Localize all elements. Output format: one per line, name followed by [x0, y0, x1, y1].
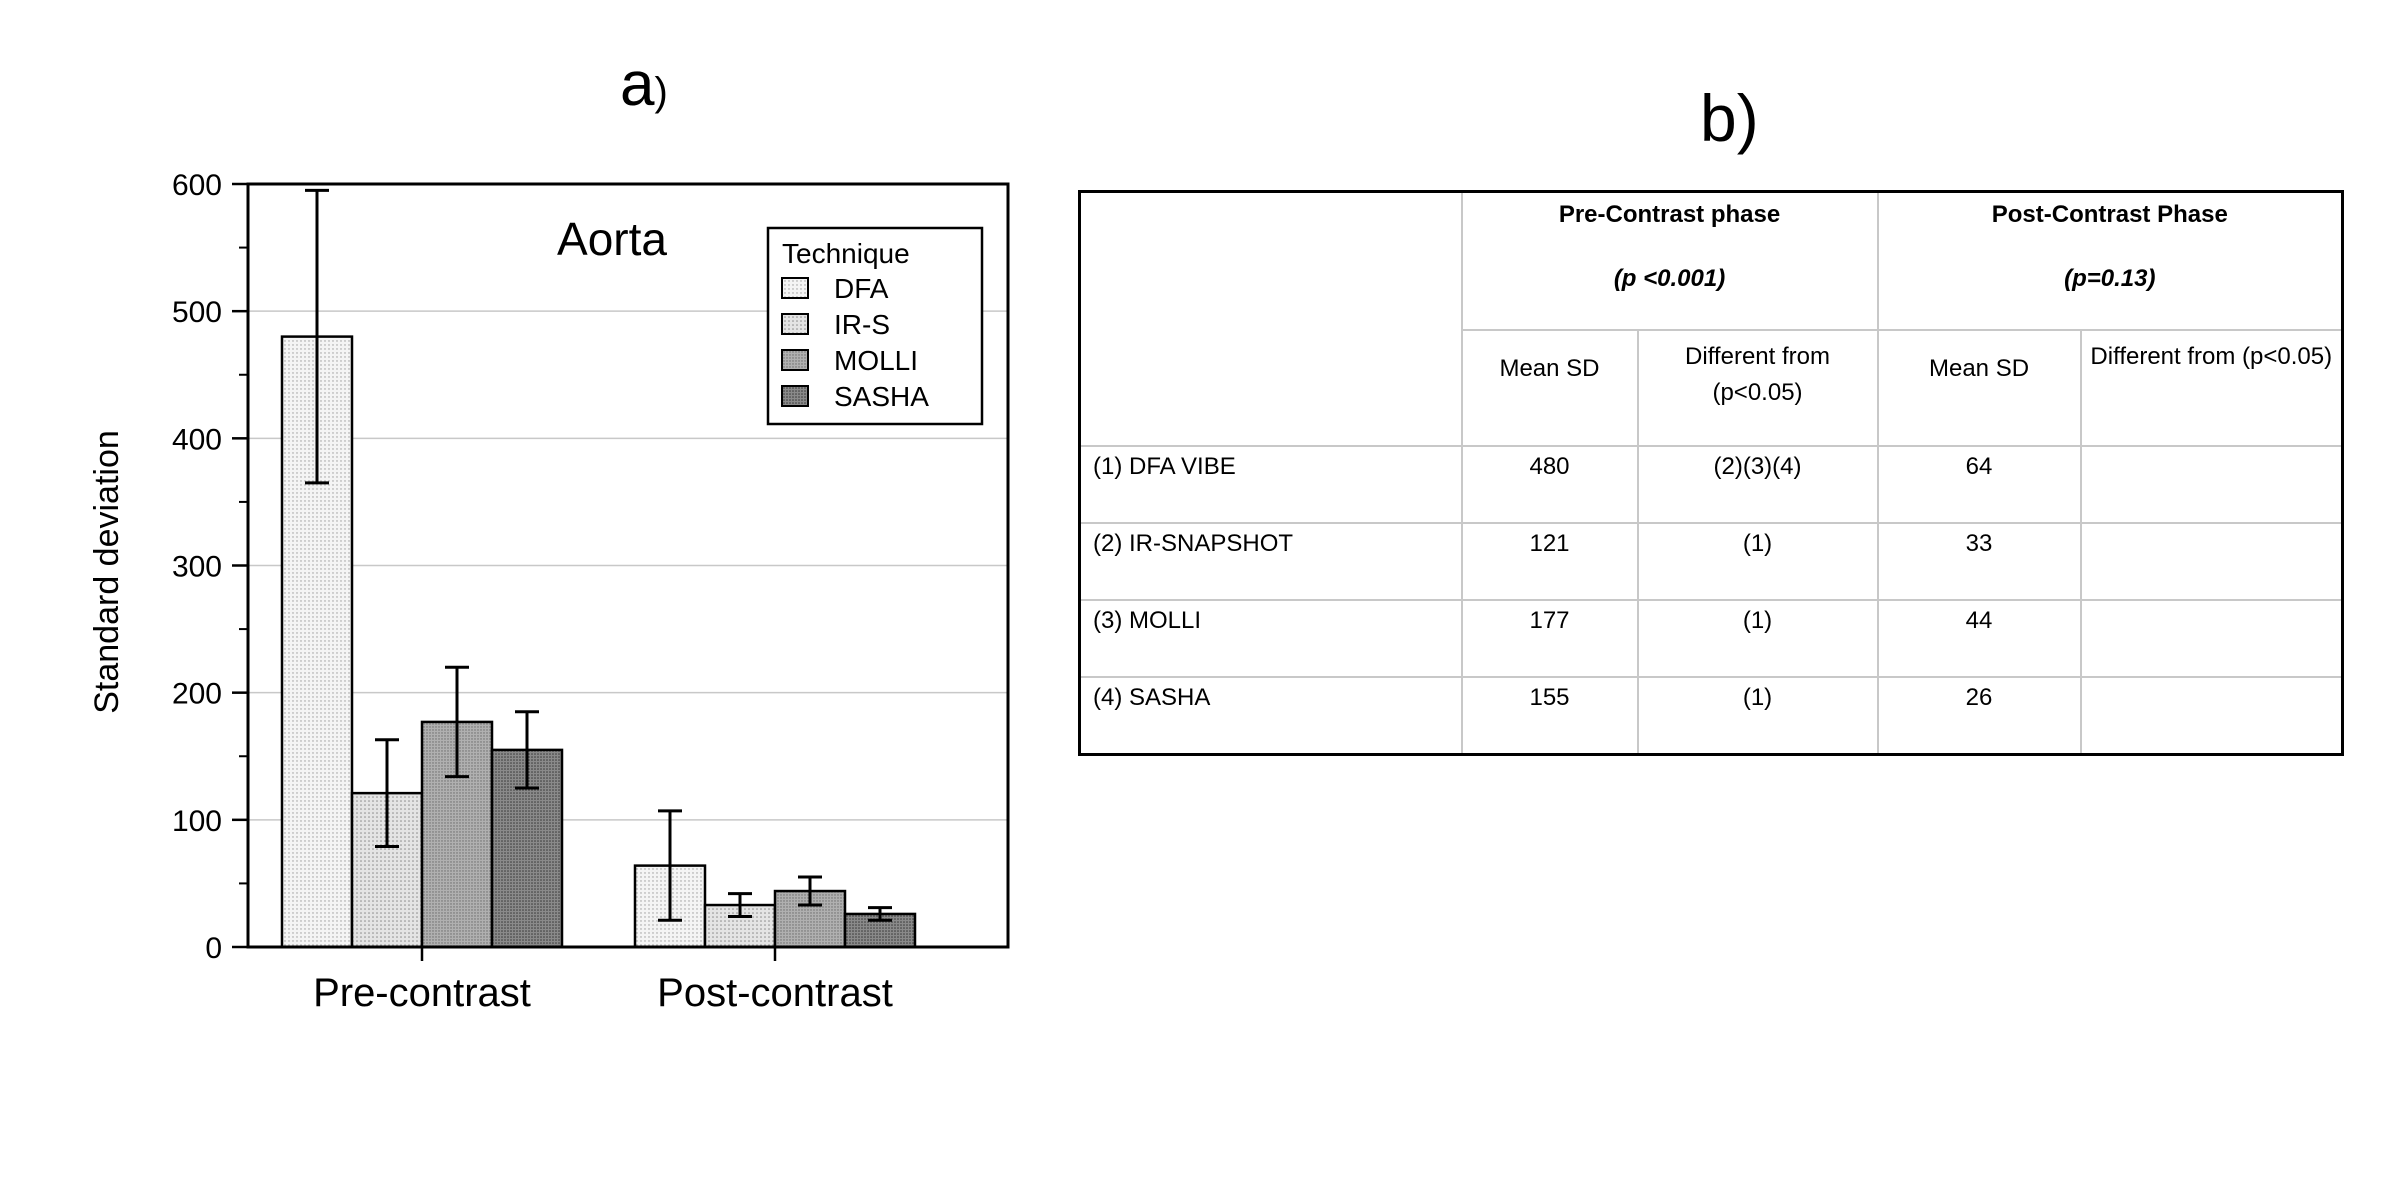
- post-diff-cell: [2081, 446, 2343, 523]
- x-axis: [313, 947, 893, 1015]
- post-mean-cell: 64: [1878, 446, 2081, 523]
- post-mean-cell: 33: [1878, 523, 2081, 600]
- post-mean-sd-header: Mean SD: [1878, 330, 2081, 446]
- row-label: (4) SASHA: [1080, 677, 1462, 755]
- table-header-row: [1080, 192, 2343, 331]
- legend: [768, 228, 982, 424]
- bars: [282, 337, 915, 947]
- table-row: [1080, 523, 2343, 600]
- post-diff-cell: [2081, 523, 2343, 600]
- post-mean-cell: 44: [1878, 600, 2081, 677]
- pre-diff-cell: (1): [1638, 677, 1878, 755]
- y-tick-label: 300: [171, 550, 222, 584]
- pre-diff-cell: (2)(3)(4): [1638, 446, 1878, 523]
- y-tick-label: 500: [171, 296, 222, 330]
- y-axis-label: Standard deviation: [88, 430, 126, 714]
- post-diff-cell: [2081, 677, 2343, 755]
- pre-different-from-header: Different from (p<0.05): [1638, 330, 1878, 446]
- post-contrast-title: Post-Contrast Phase: [1991, 201, 2228, 228]
- table-row: [1080, 446, 2343, 523]
- row-label: (2) IR-SNAPSHOT: [1080, 523, 1462, 600]
- y-tick-label: 100: [171, 804, 222, 838]
- pre-mean-cell: 480: [1462, 446, 1638, 523]
- legend-label-molli: MOLLI: [834, 345, 919, 376]
- legend-label-dfa: DFA: [834, 273, 889, 304]
- pre-diff-cell: (1): [1638, 523, 1878, 600]
- table-row: [1080, 600, 2343, 677]
- post-mean-cell: 26: [1878, 677, 2081, 755]
- legend-label-ir-s: IR-S: [834, 309, 890, 340]
- y-tick-label: 0: [205, 932, 222, 965]
- y-tick-label: 400: [171, 423, 222, 457]
- legend-swatch-dfa: [782, 278, 808, 298]
- legend-label-sasha: SASHA: [834, 381, 929, 412]
- post-diff-cell: [2081, 600, 2343, 677]
- row-label: (1) DFA VIBE: [1080, 446, 1462, 523]
- chart-title: Aorta: [557, 213, 667, 265]
- y-tick-label: 200: [171, 677, 222, 711]
- pre-contrast-header: [1462, 192, 1878, 331]
- row-label: (3) MOLLI: [1080, 600, 1462, 677]
- table-corner-cell: [1080, 192, 1462, 447]
- post-contrast-header: [1878, 192, 2343, 331]
- legend-title: Technique: [782, 238, 910, 269]
- pre-mean-cell: 177: [1462, 600, 1638, 677]
- pre-mean-cell: 155: [1462, 677, 1638, 755]
- y-axis: [172, 169, 248, 965]
- panel-a-label: a): [620, 50, 668, 119]
- pre-contrast-title: Pre-Contrast phase: [1558, 201, 1781, 228]
- pre-mean-cell: 121: [1462, 523, 1638, 600]
- statistics-table: [1078, 190, 2344, 756]
- post-different-from-header: Different from (p<0.05): [2081, 330, 2343, 446]
- x-tick-label: Post-contrast: [657, 971, 893, 1015]
- bar-chart: [0, 0, 1060, 1200]
- legend-swatch-ir-s: [782, 314, 808, 334]
- panel-b-label: b): [1700, 81, 1759, 155]
- pre-diff-cell: (1): [1638, 600, 1878, 677]
- legend-swatch-sasha: [782, 386, 808, 406]
- post-contrast-p: (p=0.13): [2064, 265, 2156, 292]
- y-tick-label: 600: [171, 169, 222, 202]
- legend-swatch-molli: [782, 350, 808, 370]
- pre-mean-sd-header: Mean SD: [1462, 330, 1638, 446]
- table-row: [1080, 677, 2343, 755]
- x-tick-label: Pre-contrast: [313, 971, 531, 1015]
- pre-contrast-p: (p <0.001): [1613, 265, 1726, 292]
